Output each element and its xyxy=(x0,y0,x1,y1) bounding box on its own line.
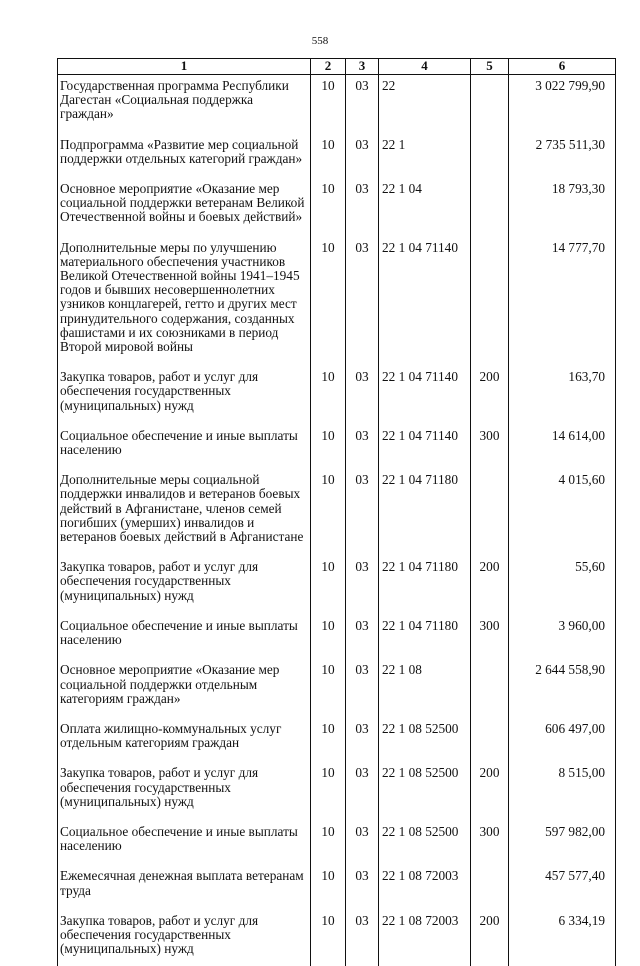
row-amount: 55,60 xyxy=(509,558,616,617)
table-row xyxy=(58,427,616,471)
row-target-code: 22 1 08 xyxy=(379,661,471,720)
row-subsection: 03 xyxy=(346,75,379,136)
row-name: Социальное обеспечение и иные выплаты населению xyxy=(58,617,311,661)
table-row xyxy=(58,823,616,867)
row-section: 10 xyxy=(311,239,346,369)
row-subsection: 03 xyxy=(346,823,379,867)
row-target-code: 22 1 04 71140 xyxy=(379,427,471,471)
table-row xyxy=(58,471,616,558)
row-expense-type xyxy=(471,867,509,911)
row-target-code: 22 1 04 71180 xyxy=(379,558,471,617)
row-amount: 8 515,00 xyxy=(509,764,616,823)
row-section: 10 xyxy=(311,471,346,558)
row-target-code: 22 1 04 xyxy=(379,180,471,239)
budget-table xyxy=(57,58,616,966)
row-amount: 14 777,70 xyxy=(509,239,616,369)
row-subsection: 03 xyxy=(346,471,379,558)
table-header-row xyxy=(58,59,616,75)
row-name: Дополнительные меры социальной поддержки инвалидов и ветеранов боевых действий в Афганистане, членов семей погибших (умерших) инвалидов и ветеранов боевых действий в Афганистане xyxy=(58,471,311,558)
table-row xyxy=(58,867,616,911)
row-subsection: 03 xyxy=(346,180,379,239)
row-target-code: 22 1 08 52500 xyxy=(379,823,471,867)
table-row xyxy=(58,720,616,764)
row-target-code: 22 1 04 71140 xyxy=(379,239,471,369)
row-amount: 3 960,00 xyxy=(509,617,616,661)
row-amount: 6 334,19 xyxy=(509,912,616,966)
row-name: Закупка товаров, работ и услуг для обеспечения государственных (муниципальных) нужд xyxy=(58,368,311,427)
table-row xyxy=(58,136,616,180)
row-subsection: 03 xyxy=(346,764,379,823)
table-row xyxy=(58,239,616,369)
row-name: Подпрограмма «Развитие мер социальной поддержки отдельных категорий граждан» xyxy=(58,136,311,180)
row-subsection: 03 xyxy=(346,136,379,180)
row-amount: 2 644 558,90 xyxy=(509,661,616,720)
row-expense-type: 200 xyxy=(471,764,509,823)
row-section: 10 xyxy=(311,427,346,471)
row-target-code: 22 1 08 72003 xyxy=(379,912,471,966)
row-section: 10 xyxy=(311,368,346,427)
table-row xyxy=(58,368,616,427)
row-amount: 4 015,60 xyxy=(509,471,616,558)
table-row xyxy=(58,558,616,617)
table-row xyxy=(58,180,616,239)
row-section: 10 xyxy=(311,823,346,867)
row-section: 10 xyxy=(311,661,346,720)
row-expense-type: 300 xyxy=(471,427,509,471)
row-expense-type: 200 xyxy=(471,558,509,617)
row-name: Оплата жилищно-коммунальных услуг отдельным категориям граждан xyxy=(58,720,311,764)
row-section: 10 xyxy=(311,912,346,966)
row-amount: 457 577,40 xyxy=(509,867,616,911)
row-expense-type xyxy=(471,136,509,180)
row-target-code: 22 1 04 71140 xyxy=(379,368,471,427)
row-name: Закупка товаров, работ и услуг для обеспечения государственных (муниципальных) нужд xyxy=(58,558,311,617)
header-col-4: 4 xyxy=(379,59,471,75)
row-section: 10 xyxy=(311,75,346,136)
row-amount: 3 022 799,90 xyxy=(509,75,616,136)
header-col-3: 3 xyxy=(346,59,379,75)
row-amount: 606 497,00 xyxy=(509,720,616,764)
row-expense-type xyxy=(471,180,509,239)
row-name: Социальное обеспечение и иные выплаты населению xyxy=(58,823,311,867)
row-subsection: 03 xyxy=(346,427,379,471)
row-target-code: 22 1 08 52500 xyxy=(379,720,471,764)
row-amount: 14 614,00 xyxy=(509,427,616,471)
row-target-code: 22 xyxy=(379,75,471,136)
row-name: Государственная программа Республики Дагестан «Социальная поддержка граждан» xyxy=(58,75,311,136)
row-expense-type: 200 xyxy=(471,912,509,966)
row-section: 10 xyxy=(311,764,346,823)
row-section: 10 xyxy=(311,617,346,661)
row-subsection: 03 xyxy=(346,661,379,720)
row-expense-type xyxy=(471,720,509,764)
header-col-6: 6 xyxy=(509,59,616,75)
row-name: Закупка товаров, работ и услуг для обеспечения государственных (муниципальных) нужд xyxy=(58,764,311,823)
row-subsection: 03 xyxy=(346,912,379,966)
row-section: 10 xyxy=(311,867,346,911)
row-section: 10 xyxy=(311,180,346,239)
row-amount: 163,70 xyxy=(509,368,616,427)
row-subsection: 03 xyxy=(346,617,379,661)
row-expense-type xyxy=(471,661,509,720)
row-amount: 18 793,30 xyxy=(509,180,616,239)
row-section: 10 xyxy=(311,720,346,764)
header-col-2: 2 xyxy=(311,59,346,75)
row-amount: 2 735 511,30 xyxy=(509,136,616,180)
row-expense-type: 200 xyxy=(471,368,509,427)
header-col-1: 1 xyxy=(58,59,311,75)
row-subsection: 03 xyxy=(346,558,379,617)
row-target-code: 22 1 04 71180 xyxy=(379,471,471,558)
row-name: Социальное обеспечение и иные выплаты населению xyxy=(58,427,311,471)
table-row xyxy=(58,617,616,661)
row-expense-type: 300 xyxy=(471,617,509,661)
row-subsection: 03 xyxy=(346,720,379,764)
row-target-code: 22 1 xyxy=(379,136,471,180)
row-name: Основное мероприятие «Оказание мер социальной поддержки отдельным категориям граждан» xyxy=(58,661,311,720)
row-expense-type xyxy=(471,471,509,558)
table-row xyxy=(58,912,616,966)
row-name: Ежемесячная денежная выплата ветеранам труда xyxy=(58,867,311,911)
row-target-code: 22 1 08 52500 xyxy=(379,764,471,823)
header-col-5: 5 xyxy=(471,59,509,75)
table-row xyxy=(58,764,616,823)
row-expense-type xyxy=(471,239,509,369)
row-expense-type: 300 xyxy=(471,823,509,867)
row-subsection: 03 xyxy=(346,368,379,427)
row-amount: 597 982,00 xyxy=(509,823,616,867)
row-section: 10 xyxy=(311,558,346,617)
row-name: Основное мероприятие «Оказание мер социальной поддержки ветеранам Великой Отечественной войны и боевых действий» xyxy=(58,180,311,239)
row-target-code: 22 1 04 71180 xyxy=(379,617,471,661)
page-number: 558 xyxy=(311,35,329,47)
row-section: 10 xyxy=(311,136,346,180)
row-target-code: 22 1 08 72003 xyxy=(379,867,471,911)
row-subsection: 03 xyxy=(346,239,379,369)
row-name: Закупка товаров, работ и услуг для обеспечения государственных (муниципальных) нужд xyxy=(58,912,311,966)
row-subsection: 03 xyxy=(346,867,379,911)
row-expense-type xyxy=(471,75,509,136)
table-row xyxy=(58,661,616,720)
row-name: Дополнительные меры по улучшению материального обеспечения участников Великой Отечественной войны 1941–1945 годов и бывших несовершеннолетних узников концлагерей, гетто и других мест принудительного содержания, созданных фашистами и их союзниками в период Второй мировой войны xyxy=(58,239,311,369)
table-row xyxy=(58,75,616,136)
